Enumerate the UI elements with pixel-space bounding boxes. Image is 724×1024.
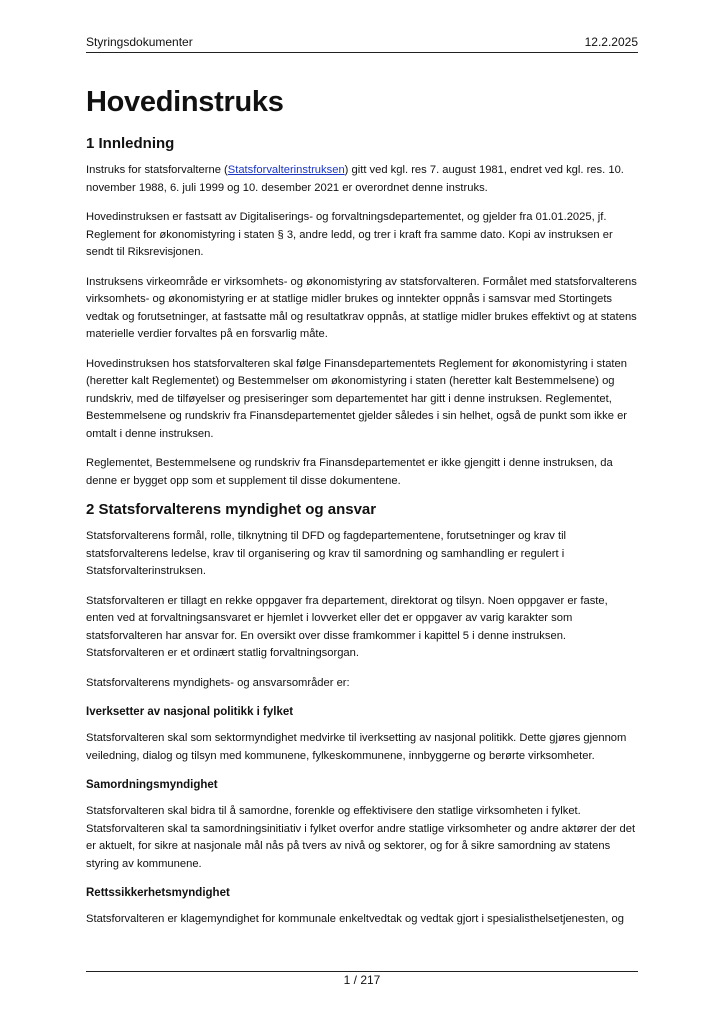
subheading-samordning: Samordningsmyndighet [86, 779, 218, 791]
statsforvalterinstruksen-link[interactable]: Statsforvalterinstruksen [227, 164, 345, 176]
paragraph: Instruksens virkeområde er virksomhets- og økonomistyring av statsforvalteren. Formålet med statsforvalterens virksomhets- og økonomistyring er at statlige midler brukes og inntekter oppnås i samsvar med Stortingets vedtak og forutsetninger, at fastsatte mål og resultatkrav oppnås, at statlige midler brukes effektivt og at statens materielle verdier forvaltes på en forsvarlig måte. [86, 275, 637, 340]
document-body [86, 134, 638, 941]
section-heading-innledning: 1 Innledning [86, 135, 175, 152]
section-heading-myndighet: 2 Statsforvalterens myndighet og ansvar [86, 501, 377, 518]
paragraph: Hovedinstruksen er fastsatt av Digitaliserings- og forvaltningsdepartementet, og gjelder fra 01.01.2025, jf. Reglement for økonomistyring i staten § 3, andre ledd, og trer i kraft fra samme dato. Kopi av instruksen er sendt til Riksrevisjonen. [86, 211, 613, 258]
paragraph: Statsforvalteren skal som sektormyndighet medvirke til iverksetting av nasjonal politikk. Dette gjøres gjennom veiledning, dialog og tilsyn med kommunene, fylkeskommunene, innbyggerne og berørte virksomheter. [86, 732, 627, 762]
page-title: Hovedinstruks [86, 86, 284, 118]
header-divider [86, 52, 638, 53]
paragraph: Instruks for statsforvalterne (Statsforvalterinstruksen) gitt ved kgl. res 7. august 1981, endret ved kgl. res. 10. november 1988, 6. juli 1999 og 10. desember 2021 er overordnet denne instruks. [86, 164, 624, 194]
paragraph: Statsforvalterens formål, rolle, tilknytning til DFD og fagdepartementene, forutsetninger og krav til statsforvalterens ledelse, krav til organisering og krav til samordning og samhandling er regulert i Statsforvalterinstruksen. [86, 530, 567, 577]
page-header [86, 34, 638, 50]
paragraph: Statsforvalteren skal bidra til å samordne, forenkle og effektivisere den statlige virksomheten i fylket. Statsforvalteren skal ta samordningsinitiativ i fylket overfor andre statlige virksomheter og andre aktører der det er aktuelt, for sikre at nasjonale mål nås på tvers av nivå og sektorer, og for å sikre samordning av statens styring av kommunene. [86, 805, 636, 870]
paragraph: Statsforvalterens myndighets- og ansvarsområder er: [86, 676, 350, 689]
subheading-iverksetter: Iverksetter av nasjonal politikk i fylket [86, 706, 294, 718]
paragraph: Statsforvalteren er klagemyndighet for kommunale enkeltvedtak og vedtak gjort i spesialisthelsetjenesten, og [86, 913, 624, 925]
paragraph: Hovedinstruksen hos statsforvalteren skal følge Finansdepartementets Reglement for økonomistyring i staten (heretter kalt Reglementet) og Bestemmelser om økonomistyring i staten (heretter kalt Bestemmelsene) og rundskriv, med de tilføyelser og presiseringer som departementet har gitt i denne instruksen. Reglementet, Bestemmelsene og rundskriv fra Finansdepartementet gjelder således i sin helhet, også de punkt som ikke er omtalt i denne instruksen. [86, 357, 628, 440]
subheading-rettssikkerhet: Rettssikkerhetsmyndighet [86, 887, 230, 899]
paragraph: Reglementet, Bestemmelsene og rundskriv fra Finansdepartementet er ikke gjengitt i denne instruksen, da denne er bygget opp som et supplement til disse dokumentene. [86, 457, 613, 487]
header-date: 12.2.2025 [584, 35, 638, 49]
page-number: 1 / 217 [343, 973, 381, 987]
footer-divider [86, 971, 638, 972]
header-doc-name: Styringsdokumenter [86, 35, 193, 49]
document-page [86, 0, 638, 1024]
paragraph: Statsforvalteren er tillagt en rekke oppgaver fra departement, direktorat og tilsyn. Noen oppgaver er faste, enten ved at forvaltningsansvaret er hjemlet i lovverket eller det er oppgaver av varig karakter som statsforvalteren har ansvar for. En oversikt over disse framkommer i kapittel 5 i denne instruksen. Statsforvalteren er et ordinært statlig forvaltningsorgan. [86, 594, 608, 659]
